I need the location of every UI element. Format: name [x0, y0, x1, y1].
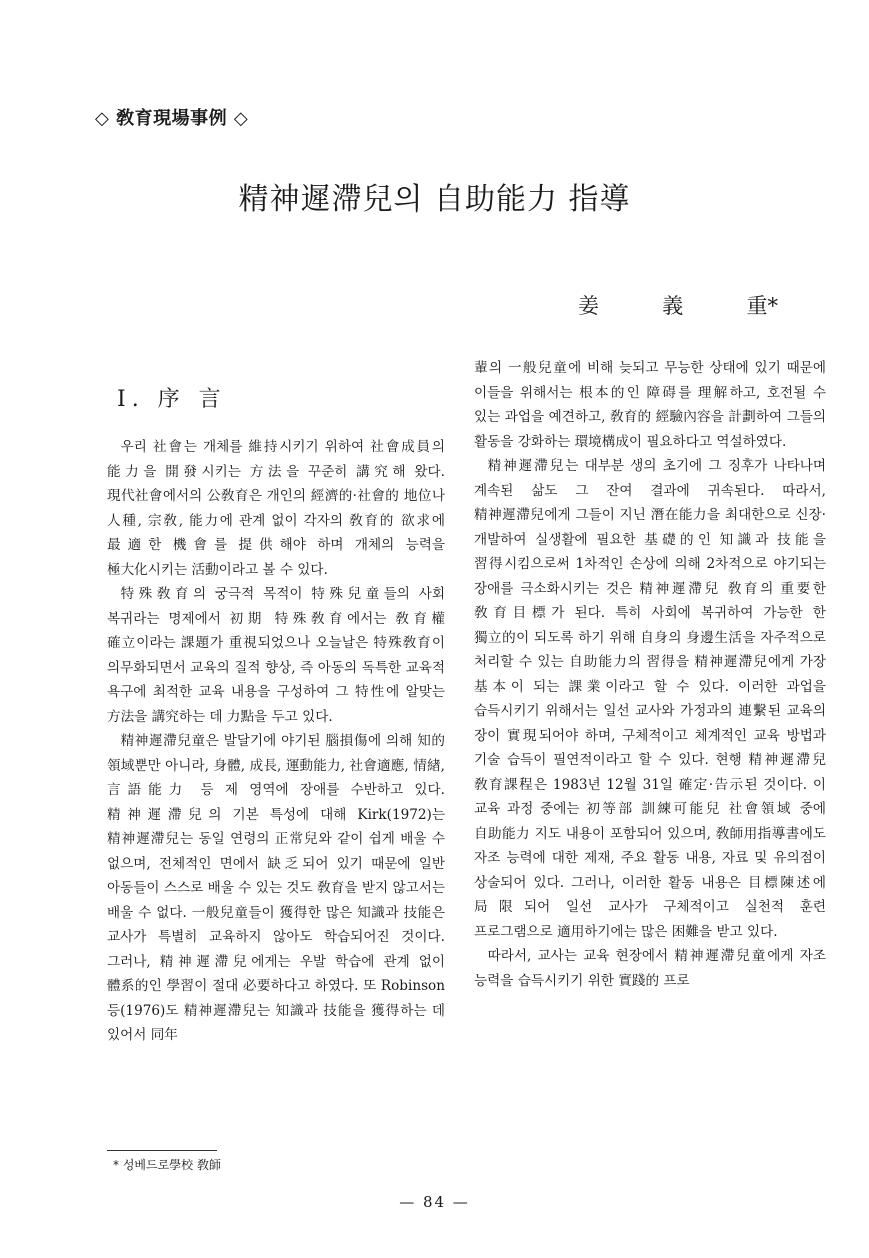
- section-heading: Ⅰ. 序 言: [117, 387, 227, 412]
- right-paragraph-3: 따라서, 교사는 교육 현장에서 精神遲滯兒童에게 자조 능력을 습득시키기 위한 實踐的 프로: [474, 948, 826, 989]
- left-column: [107, 356, 445, 1048]
- footnote-rule: [107, 1150, 217, 1151]
- left-paragraph-2: 特殊敎育의 궁극적 목적이 特殊兒童들의 사회 복귀라는 명제에서 初期 特殊敎育에서는 敎育權 確立이라는 課題가 重視되었으나 오늘날은 特殊敎育이 의무화되면서 교육의 질적 향상, 즉 아동의 독특한 교육적 욕구에 최적한 교육 내용을 구성하여 그 特性에 알맞는 方法을 講究하는 데 力點을 두고 있다.: [107, 586, 445, 725]
- article-title: 精神遲滯兒의 自助能力 指導: [238, 182, 631, 217]
- page-number: — 84 —: [399, 1193, 470, 1211]
- author-char-1: 姜: [578, 294, 599, 318]
- author-name: [578, 290, 778, 320]
- left-paragraph-1: 우리 社會는 개체를 維持시키기 위하여 社會成員의 能力을 開發시키는 方法을 꾸준히 講究해 왔다. 現代社會에서의 公敎育은 개인의 經濟的·社會的 地位나 人種, 宗敎, 能力에 관계 없이 각자의 敎育的 欲求에 最適한 機會를 提供해야 하며 개체의 능력을 極大化시키는 活動이라고 볼 수 있다.: [107, 439, 445, 578]
- author-char-2: 義: [662, 294, 684, 318]
- author-char-3: 重*: [746, 294, 778, 318]
- right-paragraph-2: 精神遲滯兒는 대부분 생의 초기에 그 징후가 나타나며 계속된 삶도 그 잔여 결과에 귀속된다. 따라서, 精神遲滯兒에게 그들이 지닌 潛在能力을 최대한으로 신장·개발하여 실생활에 필요한 基礎的인 知識과 技能을 習得시킴으로써 1차적인 손상에 의해 2차적으로 야기되는 장애를 극소화시키는 것은 精神遲滯兒 敎育의 重要한 敎育目標가 된다. 특히 사회에 복귀하여 가능한 한 獨立的이 되도록 하기 위해 自身의 身邊生活을 자주적으로 처리할 수 있는 自助能力의 習得을 精神遲滯兒에게 가장 基本이 되는 課業이라고 할 수 있다. 이러한 과업을 습득시키기 위해서는 일선 교사와 가정과의 連繫된 교육의 장이 實現되어야 하며, 구체적이고 체계적인 교육 방법과 기술 습득이 필연적이라고 할 수 있다. 현행 精神遲滯兒 敎育課程은 1983년 12월 31일 確定·告示된 것이다. 이 교육 과정 중에는 初等部 訓練可能兒 社會領域 중에 自助能力 지도 내용이 포함되어 있으며, 敎師用指導書에도 자조 능력에 대한 제재, 주요 활동 내용, 자료 및 유의점이 상술되어 있다. 그러나, 이러한 활동 내용은 目標陳述에 局限되어 일선 교사가 구체적이고 실천적 훈련 프로그램으로 適用하기에는 많은 困難을 받고 있다.: [474, 458, 826, 940]
- left-paragraph-3: 精神遲滯兒童은 발달기에 야기된 腦損傷에 의해 知的 領域뿐만 아니라, 身體, 成長, 運動能力, 社會適應, 情緖, 言語能力 등 제 영역에 장애를 수반하고 있다. 精神遲滯兒의 기본 특성에 대해 Kirk(1972)는 精神遲滯兒는 동일 연령의 正常兒와 같이 쉽게 배울 수 없으며, 전체적인 면에서 缺乏되어 있기 때문에 일반 아동들이 스스로 배울 수 있는 것도 敎育을 받지 않고서는 배울 수 없다. 一般兒童들이 獲得한 많은 知識과 技能은 교사가 특별히 교육하지 않아도 학습되어진 것이다. 그러나, 精神遲滯兒에게는 우발 학습에 관계 없이 體系的인 學習이 절대 必要하다고 하였다. 또 Robinson 등(1976)도 精神遲滯兒는 知識과 技能을 獲得하는 데 있어서 同年: [107, 733, 445, 1043]
- right-paragraph-1: 輩의 一般兒童에 비해 늦되고 무능한 상태에 있기 때문에 이들을 위해서는 根本的인 障碍를 理解하고, 호전될 수 있는 과업을 예견하고, 敎育的 經驗內容을 計劃하여 그들의 활동을 강화하는 環境構成이 필요하다고 역설하였다.: [474, 360, 826, 450]
- footnote: * 성베드로學校 敎師: [113, 1158, 221, 1172]
- right-column: [474, 356, 826, 993]
- section-tag: ◇ 敎育現場事例 ◇: [95, 108, 249, 129]
